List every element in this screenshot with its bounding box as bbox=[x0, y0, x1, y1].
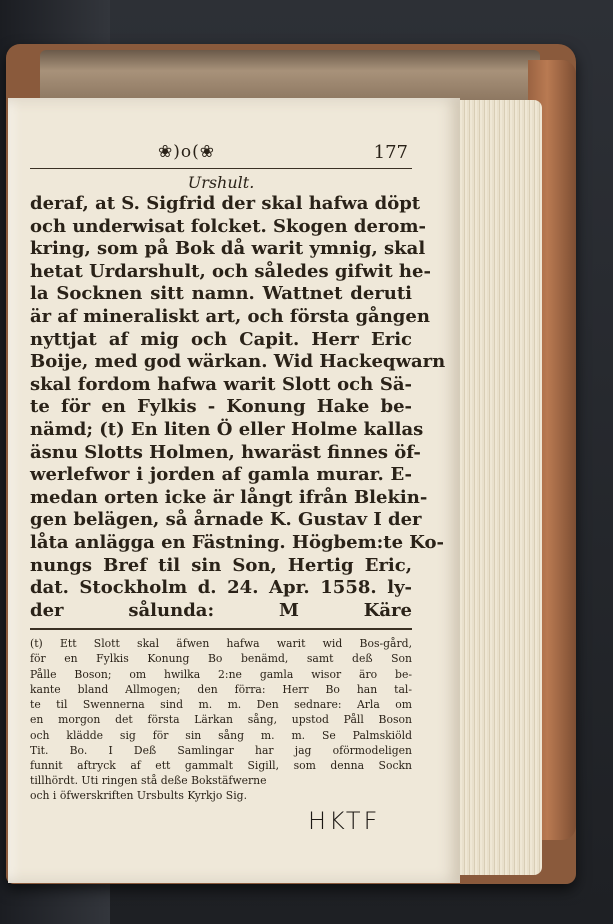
body-line: deraf, at S. Sigfrid der skal hafwa döpt bbox=[30, 193, 421, 214]
book-page bbox=[8, 98, 460, 883]
body-line: skal fordom hafwa warit Slott och Sä- bbox=[30, 373, 412, 395]
footnote-rule bbox=[30, 628, 412, 630]
running-title: Urshult. bbox=[187, 173, 255, 192]
body-line: är af mineraliskt art, och första gången bbox=[30, 305, 430, 327]
body-line: hetat Urdarshult, och således gifwit he- bbox=[30, 260, 431, 282]
body-line: der sålunda: M Käre bbox=[30, 599, 412, 621]
footnote-text bbox=[30, 636, 412, 803]
footnote-line: en morgon det första Lärkan sång, upstod Påll Boson bbox=[30, 713, 412, 727]
footnote-line: tillhördt. Uti ringen stå deße Bokstäfwerne bbox=[30, 774, 267, 788]
footnote-line: Pålle Boson; om hwilka 2:ne gamla wisor äro be- bbox=[30, 667, 412, 681]
footnote-line: och klädde sig för sin sång m. m. Se Palmskiöld bbox=[30, 728, 412, 742]
page-fore-edge bbox=[452, 100, 542, 875]
page-header bbox=[30, 138, 412, 169]
footnote-line: funnit aftryck af ett gammalt Sigill, som denna Sockn bbox=[30, 758, 412, 772]
body-line: te för en Fylkis - Konung Hake be- bbox=[30, 396, 412, 418]
footnote-line: Tit. Bo. I Deß Samlingar har jag oförmodeligen bbox=[30, 743, 412, 757]
book-top-edge bbox=[40, 50, 540, 102]
footnote-line: kante bland Allmogen; den förra: Herr Bo han tal- bbox=[30, 682, 412, 696]
body-line: dat. Stockholm d. 24. Apr. 1558. ly- bbox=[30, 577, 412, 599]
footnote-line: (t) Ett Slott skal äfwen hafwa warit wid Bos-gård, bbox=[30, 637, 412, 651]
footnote-line: för en Fylkis Konung Bo benämd, samt deß Son bbox=[30, 652, 412, 666]
body-line: och underwisat folcket. Skogen derom- bbox=[30, 215, 426, 237]
header-ornament: ❀)o(❀ bbox=[158, 142, 215, 162]
handwritten-note: HKTF bbox=[308, 807, 381, 835]
footnote-line: och i öfwerskriften Ursbults Kyrkjo Sig. bbox=[30, 789, 247, 803]
body-line: äsnu Slotts Holmen, hwaräst finnes öf- bbox=[30, 441, 421, 463]
footnote-line: te til Swennerna sind m. m. Den sednare: Arla om bbox=[30, 698, 412, 712]
body-line: låta anlägga en Fästning. Högbem:te Ko- bbox=[30, 531, 445, 553]
body-line: Boije, med god wärkan. Wid Hackeqwarn bbox=[30, 351, 446, 373]
body-line: werlefwor i jorden af gamla murar. E- bbox=[30, 464, 412, 486]
body-line: la Socknen sitt namn. Wattnet deruti bbox=[30, 283, 412, 305]
body-line: gen belägen, så årnade K. Gustav I der bbox=[30, 509, 422, 531]
body-line: medan orten icke är långt ifrån Blekin- bbox=[30, 486, 428, 508]
body-line: kring, som på Bok då warit ymnig, skal bbox=[30, 238, 426, 260]
body-line: nungs Bref til sin Son, Hertig Eric, bbox=[30, 554, 412, 576]
body-text bbox=[30, 193, 446, 622]
body-line: nämd; (t) En liten Ö eller Holme kallas bbox=[30, 418, 424, 440]
text-block bbox=[30, 138, 446, 878]
page-number: 177 bbox=[373, 142, 408, 163]
body-line: nyttjat af mig och Capit. Herr Eric bbox=[30, 328, 412, 350]
